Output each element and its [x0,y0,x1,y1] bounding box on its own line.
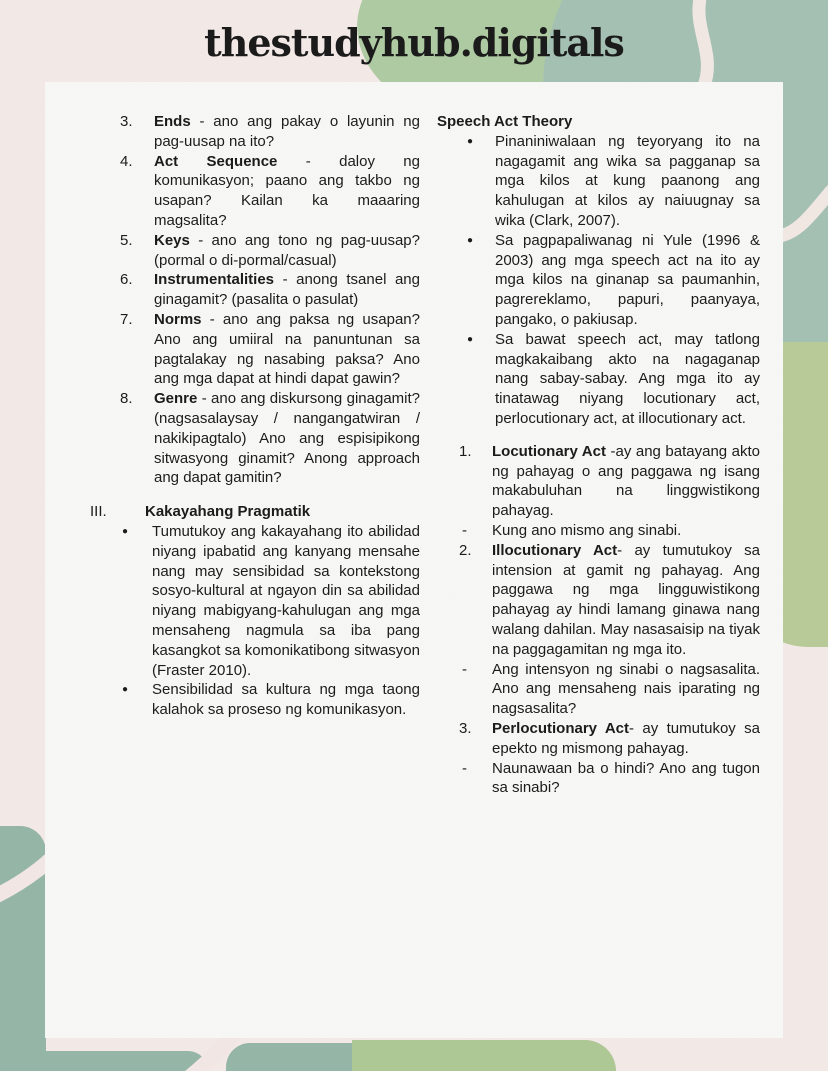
item-number: 3. [459,719,472,737]
item-text: Genre - ano ang diskursong ginagamit? (nagsasalaysay / nangangatwiran / nakikipagtalo) Ano ang espisipikong sitwasyong ginamit? Anong approach ang dapat gamitin? [154,390,420,487]
item-term: Keys [154,231,190,249]
item-term: Genre [154,390,198,408]
item-text: Norms - ano ang paksa ng usapan? Ano ang umiiral na panuntunan sa pagtalakay ng nasabing paksa? Ano ang mga dapat at hindi dapat gawin? [154,310,420,388]
bullet-marker: ● [467,333,474,345]
item-number: 2. [459,541,472,559]
item-term: Perlocutionary Act [492,719,630,737]
bullet-item [465,330,760,429]
bullet-item [120,522,420,680]
bullet-marker: ● [122,525,129,537]
item-text: Instrumentalities - anong tsanel ang ginagamit? (pasalita o pasulat) [154,271,420,309]
numbered-item [120,112,420,152]
roman-numeral: III. [90,503,107,521]
speech-act-types-list [437,442,760,798]
left-column [90,112,420,720]
notes-paper [45,82,783,1038]
pragmatik-bullet-list [90,522,420,720]
dash-text: Kung ano mismo ang sinabi. [492,521,682,539]
section-title: Kakayahang Pragmatik [145,503,311,521]
bullet-item [465,231,760,330]
bullet-marker: ● [122,684,129,696]
item-text: Act Sequence - daloy ng komunikasyon; paano ang takbo ng usapan? Kailan ka maaaring magsalita? [154,152,420,229]
numbered-item [459,541,760,660]
item-number: 5. [120,231,133,249]
site-title: thestudyhub.digitals [204,20,624,65]
speaking-model-list [90,112,420,488]
bullet-marker: ● [467,135,474,147]
numbered-item [459,442,760,521]
item-number: 3. [120,113,133,130]
dash-text: Ang intensyon ng sinabi o nagsasalita. Ano ang mensaheng nais iparating ng nagsasalita? [492,660,760,718]
item-number: 6. [120,271,133,289]
section-heading-row [90,502,420,522]
item-text: Illocutionary Act- ay tumutukoy sa intension at gamit ng pahayag. Ang paggawa ng mga lingguwistikong pahayag ay hindi lamang ginawa nang walang dahilan. May nasasaisip na tiyak na paggagamitan ng mga ito. [492,541,760,658]
bullet-text: Tumutukoy ang kakayahang ito abilidad niyang ipabatid ang kanyang mensahe nang may sensibidad sa kontekstong sosyo-kultural at ngayon din sa abilidad niyang mabigyang-kahulugan ang mga mensaheng nagmula sa iba pang kasangkot sa komonikatibong sitwasyon (Fraster 2010). [152,522,420,679]
bullet-text: Sa pagpapaliwanag ni Yule (1996 & 2003) ang mga speech act na ito ay mga kilos na ginanap sa paumanhin, pagrereklamo, papuri, paanyaya, pangako, o pakiusap. [495,231,760,328]
numbered-item [120,310,420,389]
bullet-item [465,132,760,231]
dash-marker: - [462,759,467,777]
dash-item [459,521,760,541]
item-number: 8. [120,390,133,408]
dash-marker: - [462,660,467,678]
bullet-item [120,680,420,720]
bullet-text: Sensibilidad sa kultura ng mga taong kalahok sa proseso ng komunikasyon. [152,681,420,719]
numbered-item [120,389,420,488]
item-term: Act Sequence [154,152,278,170]
speech-act-bullet-list [437,132,760,429]
decor-light-green-shape-bottom [352,1040,616,1071]
dash-item [459,759,760,799]
item-number: 1. [459,442,472,460]
item-term: Ends [154,113,191,130]
item-number: 4. [120,152,133,170]
right-column [437,112,760,798]
dash-text: Naunawaan ba o hindi? Ano ang tugon sa sinabi? [492,759,760,797]
bullet-text: Sa bawat speech act, may tatlong magkakaibang akto na nagaganap nang sabay-sabay. Ang mga ito ay tinatawag niyang locutionary act, perlocutionary act, at illocutionary act. [495,330,760,427]
item-number: 7. [120,310,133,328]
item-term: Locutionary Act [492,442,606,460]
numbered-item [120,231,420,271]
item-term: Illocutionary Act [492,541,618,559]
numbered-item [459,719,760,759]
bullet-text: Pinaniniwalaan ng teyoryang ito na nagagamit ang wika sa pagganap sa mga kilos at kung paanong ang kahulugan at kilos ay naiuugnay sa wika (Clark, 2007). [495,132,760,229]
item-term: Norms [154,310,202,328]
dash-marker: - [462,521,467,539]
item-text: Keys - ano ang tono ng pag-uusap? (pormal o di-pormal/casual) [154,231,420,269]
numbered-item [120,152,420,231]
decor-green-strip-left [0,826,46,1071]
decor-green-shape-bottom-mid [226,1043,353,1071]
bullet-marker: ● [467,234,474,246]
item-term: Instrumentalities [154,271,275,289]
decor-green-shape-bottom-left [0,1051,208,1071]
item-text: Perlocutionary Act- ay tumutukoy sa epekto ng mismong pahayag. [492,719,760,757]
numbered-item [120,270,420,310]
speech-act-heading: Speech Act Theory [437,113,573,130]
dash-item [459,660,760,719]
item-text: Ends - ano ang pakay o layunin ng pag-uusap na ito? [154,113,420,150]
item-text: Locutionary Act -ay ang batayang akto ng pahayag o ang paggawa ng isang makabuluhan na linggwistikong pahayag. [492,442,761,520]
